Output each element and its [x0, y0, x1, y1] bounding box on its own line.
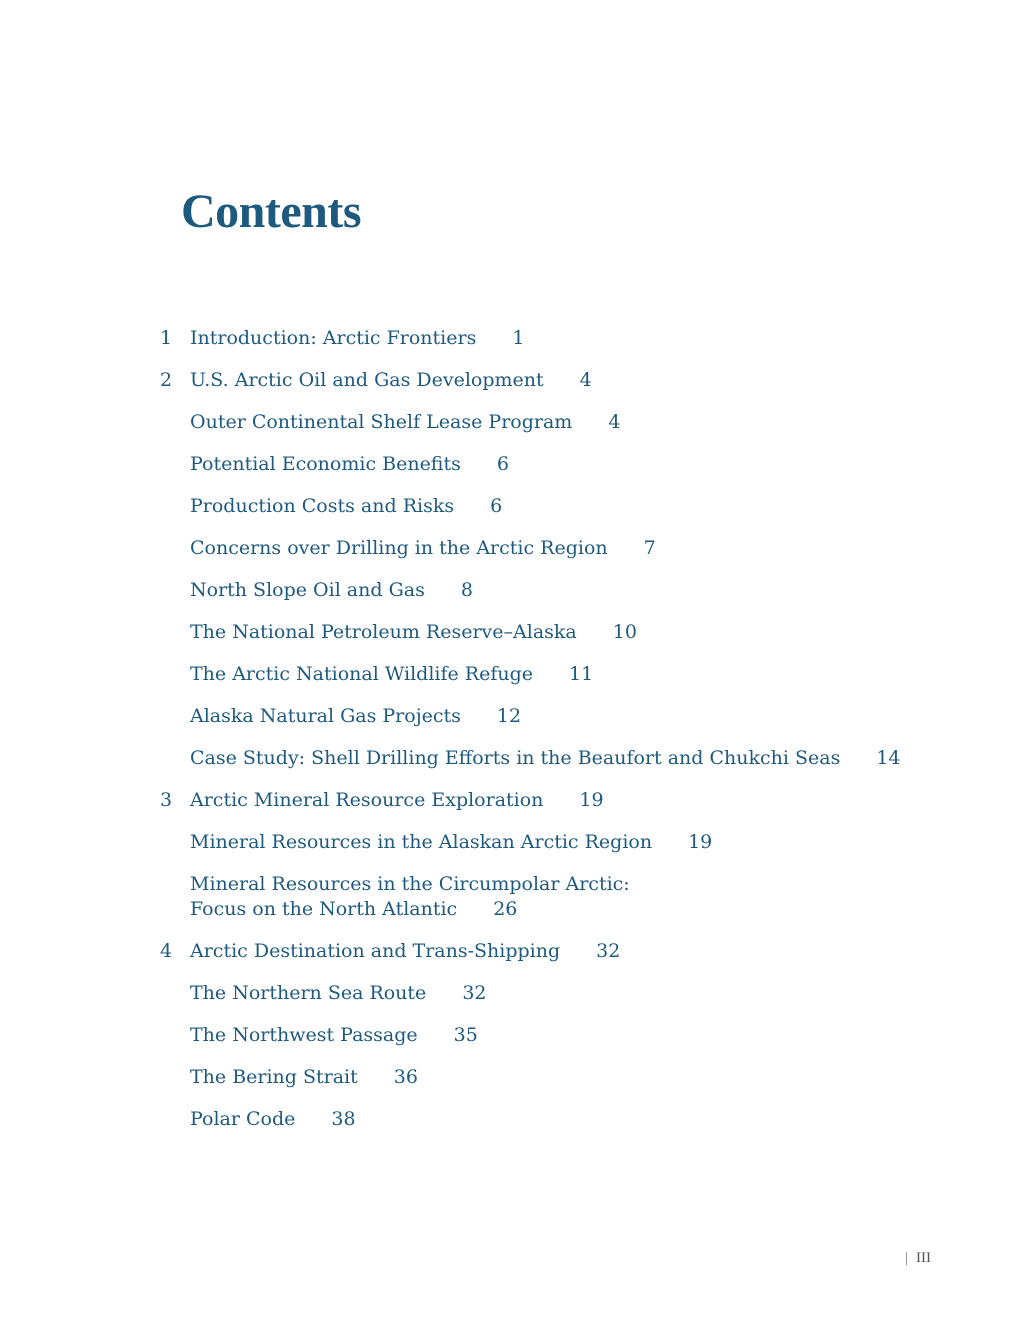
page-number: 10: [612, 621, 637, 643]
entry-title[interactable]: U.S. Arctic Oil and Gas Development: [190, 369, 544, 391]
entry-title[interactable]: The National Petroleum Reserve–Alaska: [190, 621, 577, 643]
page-number: 32: [462, 982, 487, 1004]
entry-title[interactable]: North Slope Oil and Gas: [190, 579, 425, 601]
chapter-number: 1: [160, 327, 173, 349]
folio-page-number: III: [916, 1250, 932, 1266]
folio: [905, 1250, 931, 1267]
entry-title[interactable]: Alaska Natural Gas Projects: [190, 705, 461, 727]
page-number: 7: [643, 537, 656, 559]
entry-title[interactable]: Mineral Resources in the Alaskan Arctic Region: [190, 831, 653, 853]
page-number: 26: [493, 898, 518, 920]
entry-title[interactable]: Concerns over Drilling in the Arctic Region: [190, 537, 608, 559]
page-number: 8: [460, 579, 473, 601]
page-number: 4: [579, 369, 592, 391]
entry-title[interactable]: Outer Continental Shelf Lease Program: [190, 411, 573, 433]
page-number: 1: [512, 327, 525, 349]
page-number: 38: [331, 1108, 356, 1130]
entry-title[interactable]: The Bering Strait: [190, 1066, 358, 1088]
chapter-number: 4: [160, 940, 173, 962]
page-number: 32: [596, 940, 621, 962]
entry-title[interactable]: Potential Economic Benefits: [190, 453, 461, 475]
entry-title[interactable]: Arctic Destination and Trans-Shipping: [190, 940, 561, 962]
page-number: 6: [496, 453, 509, 475]
entry-title[interactable]: Polar Code: [190, 1108, 296, 1130]
entry-title[interactable]: Case Study: Shell Drilling Efforts in the Beaufort and Chukchi Seas: [190, 747, 841, 769]
entry-title-continued[interactable]: Focus on the North Atlantic: [190, 898, 458, 920]
entry-title[interactable]: The Northwest Passage: [190, 1024, 418, 1046]
chapter-number: 3: [160, 789, 173, 811]
page-number: 36: [393, 1066, 418, 1088]
entry-title[interactable]: Mineral Resources in the Circumpolar Arctic:: [190, 873, 630, 895]
page-number: 11: [569, 663, 594, 685]
entry-title[interactable]: The Arctic National Wildlife Refuge: [190, 663, 534, 685]
entry-title[interactable]: Arctic Mineral Resource Exploration: [190, 789, 544, 811]
page-number: 6: [490, 495, 503, 517]
page-number: 19: [688, 831, 713, 853]
folio-separator: |: [905, 1250, 909, 1266]
page-number: 4: [608, 411, 621, 433]
entry-title[interactable]: Production Costs and Risks: [190, 495, 455, 517]
page-number: 14: [876, 747, 901, 769]
page-title: Contents: [181, 185, 362, 238]
page-number: 35: [453, 1024, 478, 1046]
page-number: 19: [579, 789, 604, 811]
entry-title[interactable]: The Northern Sea Route: [190, 982, 427, 1004]
page-number: 12: [496, 705, 522, 727]
entry-title[interactable]: Introduction: Arctic Frontiers: [190, 327, 477, 349]
chapter-number: 2: [160, 369, 173, 391]
